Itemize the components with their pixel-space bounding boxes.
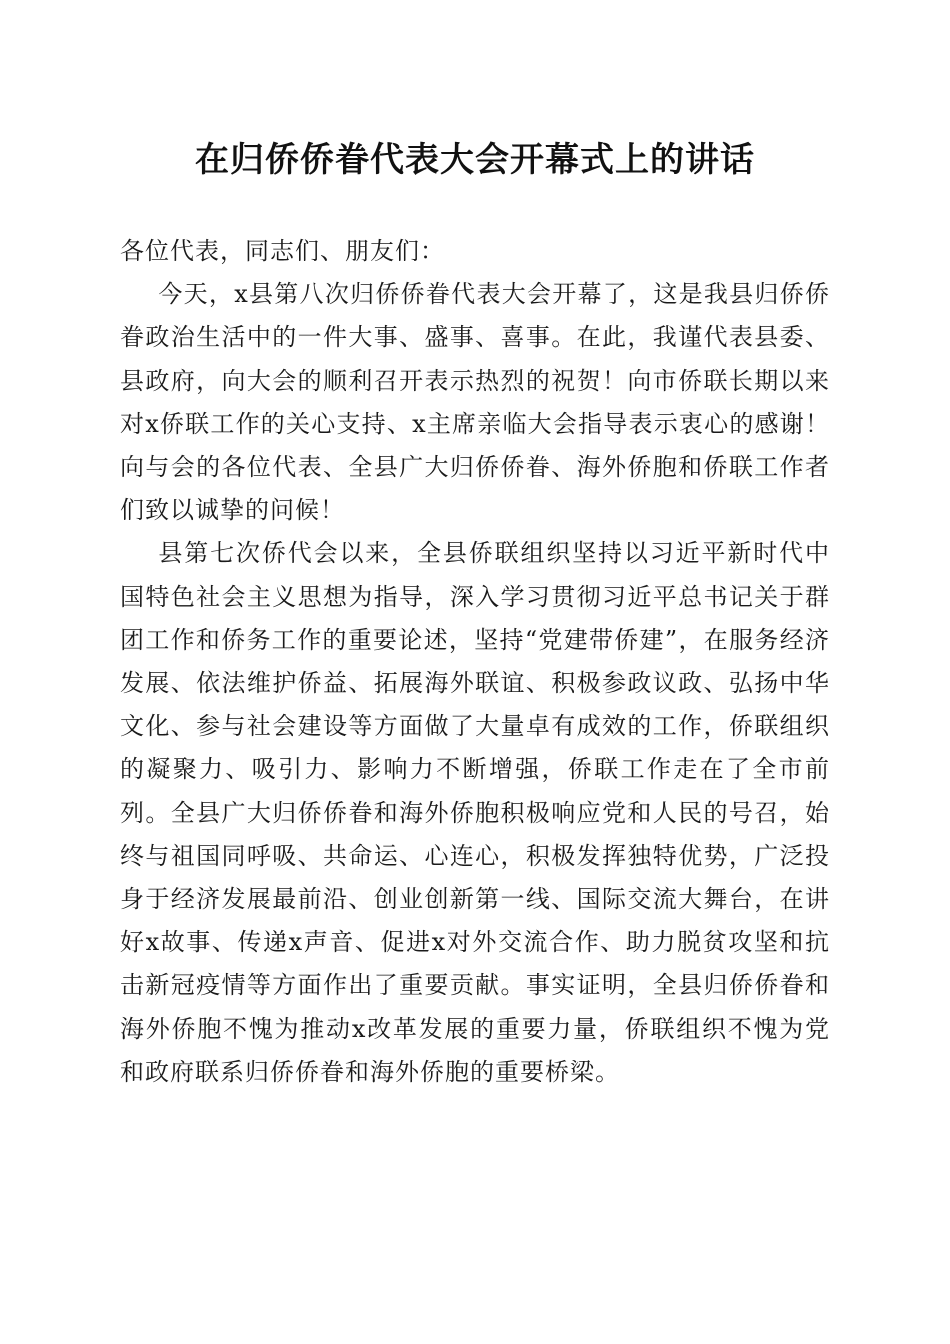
paragraph-1: 今天，x县第八次归侨侨眷代表大会开幕了，这是我县归侨侨眷政治生活中的一件大事、盛事、喜事。在此，我谨代表县委、县政府，向大会的顺利召开表示热烈的祝贺！向市侨联长期以来对x侨联工作的关心支持、x主席亲临大会指导表示衷心的感谢！向与会的各位代表、全县广大归侨侨眷、海外侨胞和侨联工作者们致以诚挚的问候！ (120, 280, 830, 525)
paragraph-2: 县第七次侨代会以来，全县侨联组织坚持以习近平新时代中国特色社会主义思想为指导，深入学习贯彻习近平总书记关于群团工作和侨务工作的重要论述，坚持“党建带侨建”，在服务经济发展、依法维护侨益、拓展海外联谊、积极参政议政、弘扬中华文化、参与社会建设等方面做了大量卓有成效的工作，侨联组织的凝聚力、吸引力、影响力不断增强，侨联工作走在了全市前列。全县广大归侨侨眷和海外侨胞积极响应党和人民的号召，始终与祖国同呼吸、共命运、心连心，积极发挥独特优势，广泛投身于经济发展最前沿、创业创新第一线、国际交流大舞台，在讲好x故事、传递x声音、促进x对外交流合作、助力脱贫攻坚和抗击新冠疫情等方面作出了重要贡献。事实证明，全县归侨侨眷和海外侨胞不愧为推动x改革发展的重要力量，侨联组织不愧为党和政府联系归侨侨眷和海外侨胞的重要桥梁。 (120, 539, 830, 1086)
salutation: 各位代表，同志们、朋友们： (120, 237, 445, 265)
document-body (120, 230, 830, 1094)
document-title: 在归侨侨眷代表大会开幕式上的讲话 (195, 140, 755, 180)
